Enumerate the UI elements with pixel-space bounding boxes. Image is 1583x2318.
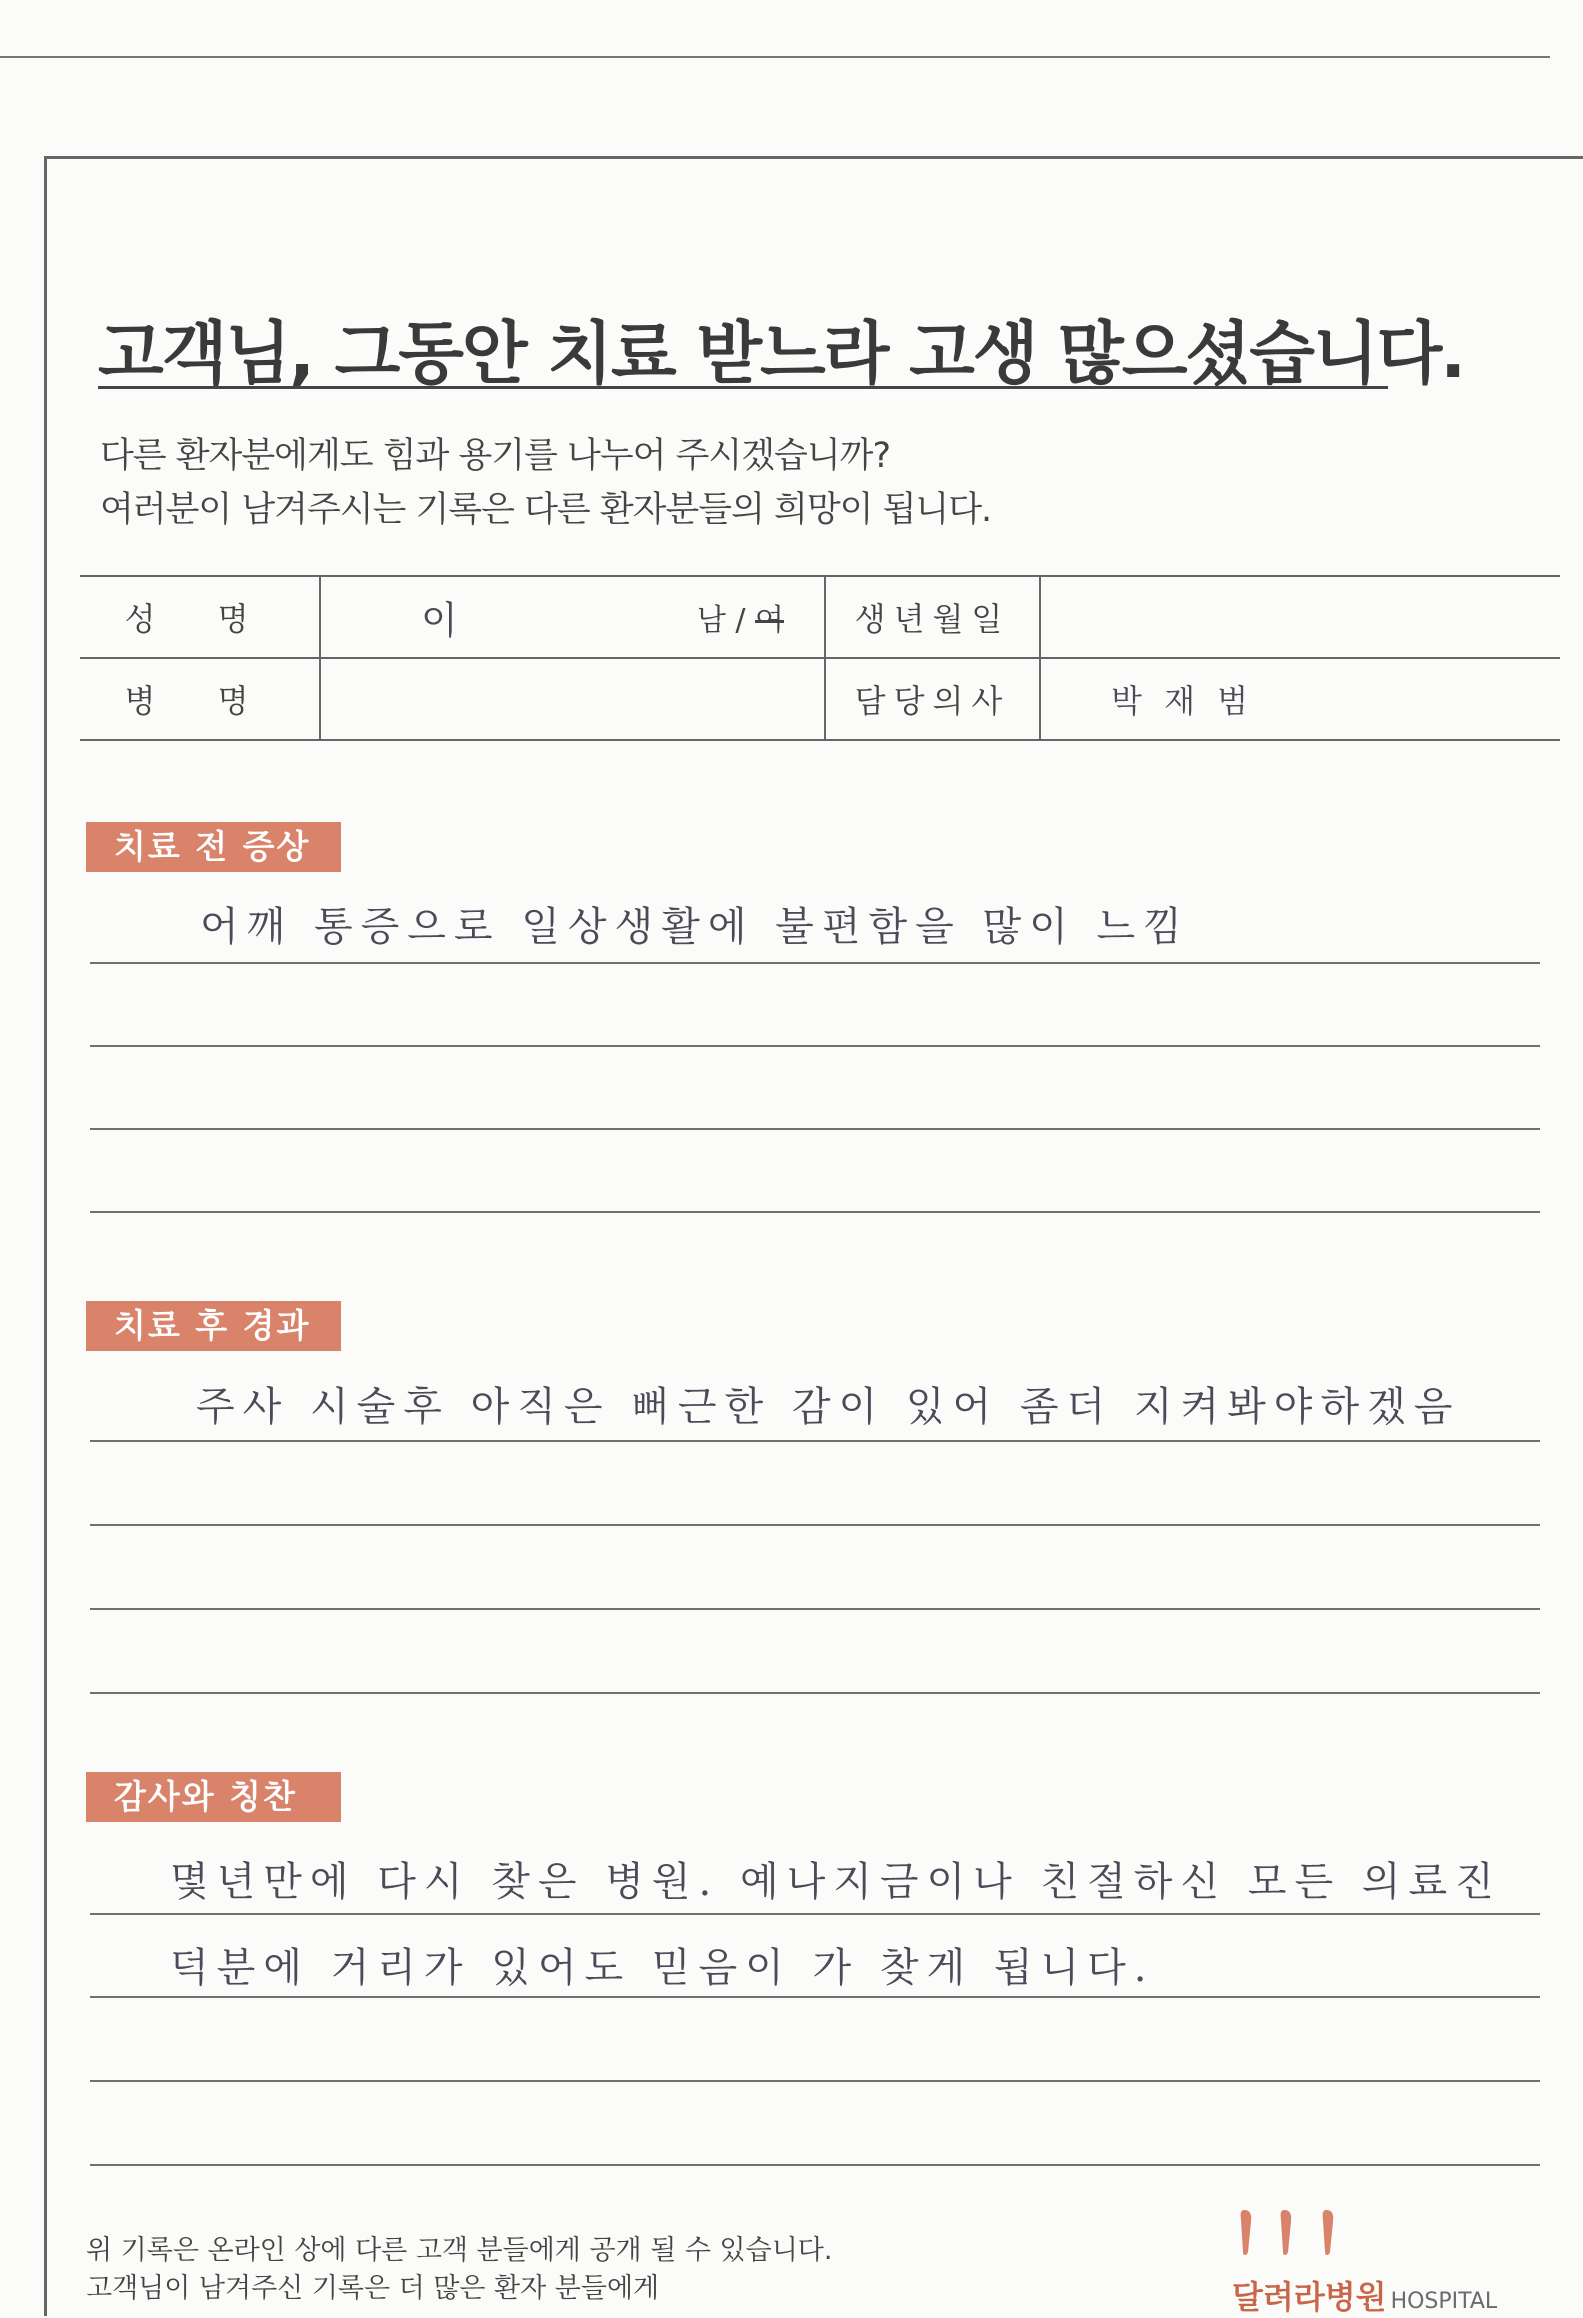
birth-label: 생년월일 [825,576,1040,658]
hospital-logo-icon [1236,2208,1348,2268]
after-line-1: 주사 시술후 아직은 뻐근한 감이 있어 좀더 지켜봐야하겠음 [196,1384,1461,1430]
footer-note-2: 고객님이 남겨주신 기록은 더 많은 환자 분들에게 [86,2273,660,2304]
thanks-line-2: 덕분에 거리가 있어도 믿음이 가 찾게 됩니다. [170,1945,1155,1991]
gender-female-marked: 여 [755,603,784,638]
name-label: 성 명 [80,576,320,658]
info-row-disease [80,658,1560,740]
disease-field[interactable] [320,658,825,740]
name-value: 이 [421,598,458,643]
hospital-name: 달려라병원 [1232,2278,1387,2316]
writing-rule [90,1440,1540,1442]
patient-info-table [80,575,1560,741]
writing-rule [90,1211,1540,1213]
title-underline [98,386,1388,389]
section-title-before: 치료 전 증상 [86,822,341,872]
section-title-after: 치료 후 경과 [86,1301,341,1351]
before-line-1: 어깨 통증으로 일상생활에 불편함을 많이 느낌 [200,904,1190,950]
hospital-suffix: HOSPITAL [1390,2289,1498,2314]
writing-rule [90,1045,1540,1047]
disease-label: 병 명 [80,658,320,740]
scan-edge-line [0,56,1550,58]
info-row-name [80,576,1560,658]
intro-line-1: 다른 환자분에게도 힘과 용기를 나누어 주시겠습니까? [100,436,891,476]
writing-rule [90,2164,1540,2166]
birth-field[interactable] [1040,576,1560,658]
gender-selector[interactable] [697,595,784,639]
writing-rule [90,1608,1540,1610]
gender-separator: / [735,603,746,638]
writing-rule [90,962,1540,964]
doctor-field[interactable]: 박 재 범 [1040,658,1560,740]
writing-rule [90,1692,1540,1694]
writing-rule [90,1128,1540,1130]
hospital-logo [1232,2272,1497,2318]
thanks-line-1: 몇년만에 다시 찾은 병원. 예나지금이나 친절하신 모든 의료진 [170,1859,1502,1905]
writing-rule [90,2080,1540,2082]
gender-male: 남 [696,603,726,638]
section-title-thanks: 감사와 칭찬 [86,1772,341,1822]
page-title: 고객님, 그동안 치료 받느라 고생 많으셨습니다. [98,315,1465,394]
writing-rule [90,1996,1540,1998]
doctor-label: 담당의사 [825,658,1040,740]
intro-line-2: 여러분이 남겨주시는 기록은 다른 환자분들의 희망이 됩니다. [100,490,992,530]
name-field[interactable] [320,576,825,658]
footer-note-1: 위 기록은 온라인 상에 다른 고객 분들에게 공개 될 수 있습니다. [86,2235,833,2266]
writing-rule [90,1913,1540,1915]
writing-rule [90,1524,1540,1526]
